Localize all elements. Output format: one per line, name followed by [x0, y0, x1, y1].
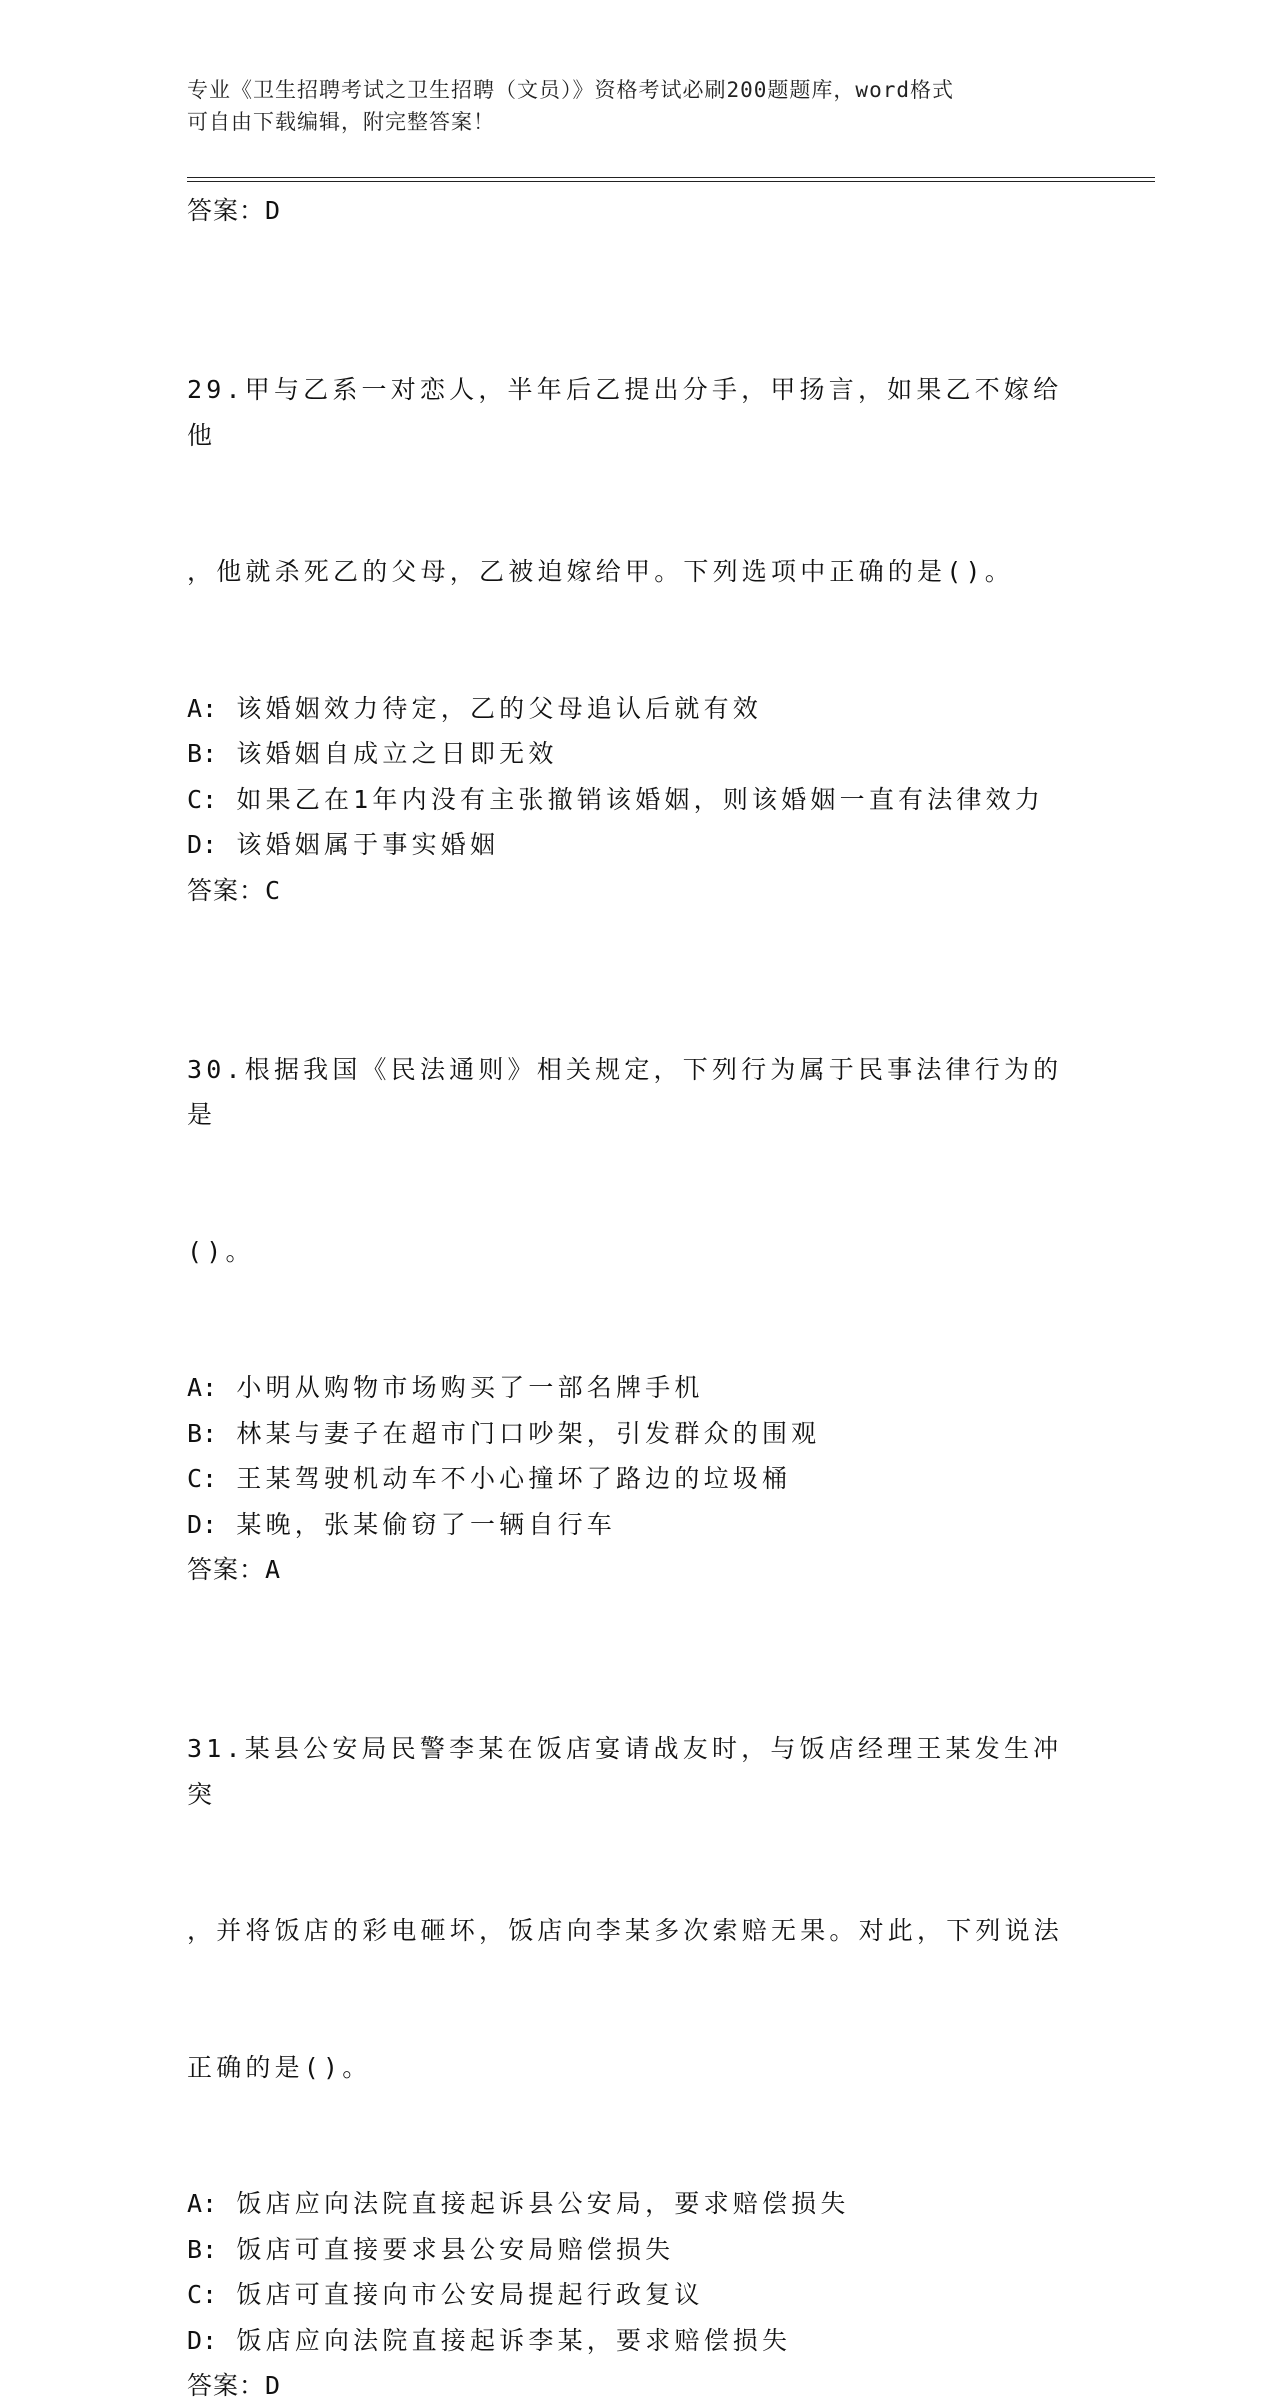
option-text: 饭店应向法院直接起诉县公安局，要求赔偿损失	[236, 2189, 850, 2218]
option-c	[187, 2272, 1087, 2318]
header-divider	[187, 177, 1155, 182]
option-letter: D:	[187, 2325, 218, 2355]
option-b	[187, 1411, 1087, 1457]
option-d	[187, 2318, 1087, 2364]
question-text-line: ，并将饭店的彩电砸坏，饭店向李某多次索赔无果。对此，下列说法	[187, 1916, 1064, 1945]
question-text	[187, 276, 1087, 686]
option-d	[187, 1502, 1087, 1548]
question-text-line: 30.根据我国《民法通则》相关规定，下列行为属于民事法律行为的是	[187, 1054, 1063, 1129]
option-text: 某晚，张某偷窃了一辆自行车	[236, 1509, 616, 1539]
option-letter: A:	[187, 2189, 218, 2218]
question-text-line: ()。	[187, 1236, 255, 1266]
option-b	[187, 2227, 1087, 2273]
answer-line: 答案：A	[187, 1555, 282, 1584]
option-letter: A:	[187, 1373, 218, 1402]
option-a	[187, 2181, 1087, 2227]
header-line-2: 可自由下载编辑，附完整答案！	[187, 110, 495, 134]
option-text: 饭店可直接要求县公安局赔偿损失	[236, 2234, 675, 2264]
previous-answer: 答案：D	[187, 196, 282, 225]
option-a	[187, 686, 1087, 732]
option-d	[187, 822, 1087, 868]
option-text: 该婚姻效力待定，乙的父母追认后就有效	[236, 693, 762, 723]
option-letter: B:	[187, 739, 218, 768]
option-text: 该婚姻自成立之日即无效	[236, 739, 558, 768]
option-c	[187, 1456, 1087, 1502]
question-text	[187, 956, 1087, 1366]
question-31	[187, 1635, 1087, 2408]
question-text-line: 29.甲与乙系一对恋人，半年后乙提出分手，甲扬言，如果乙不嫁给他	[187, 375, 1063, 450]
option-letter: C:	[187, 784, 218, 814]
option-letter: A:	[187, 693, 218, 723]
option-text: 饭店可直接向市公安局提起行政复议	[236, 2280, 704, 2309]
question-29	[187, 276, 1087, 913]
option-c	[187, 777, 1087, 823]
option-b	[187, 731, 1087, 777]
option-a	[187, 1365, 1087, 1411]
option-text: 该婚姻属于事实婚姻	[236, 830, 500, 859]
question-text-line: ，他就杀死乙的父母，乙被迫嫁给甲。下列选项中正确的是()。	[187, 557, 1014, 586]
option-text: 林某与妻子在超市门口吵架，引发群众的围观	[236, 1418, 821, 1448]
option-letter: C:	[187, 1464, 218, 1493]
question-text-line: 正确的是()。	[187, 2052, 372, 2082]
page-header	[187, 74, 1067, 138]
header-line-1: 专业《卫生招聘考试之卫生招聘（文员）》资格考试必刷200题题库，word格式	[187, 78, 954, 102]
option-text: 王某驾驶机动车不小心撞坏了路边的垃圾桶	[236, 1464, 792, 1493]
option-text: 如果乙在1年内没有主张撤销该婚姻，则该婚姻一直有法律效力	[236, 784, 1045, 814]
option-letter: B:	[187, 1418, 218, 1448]
option-letter: D:	[187, 1509, 218, 1539]
question-list	[187, 188, 1087, 2408]
option-letter: B:	[187, 2234, 218, 2264]
option-text: 小明从购物市场购买了一部名牌手机	[236, 1373, 704, 1402]
answer-line: 答案：D	[187, 2371, 282, 2400]
answer-line: 答案：C	[187, 875, 282, 905]
option-letter: C:	[187, 2280, 218, 2309]
question-text-line: 31.某县公安局民警李某在饭店宴请战友时，与饭店经理王某发生冲突	[187, 1734, 1063, 1809]
question-text	[187, 1635, 1087, 2181]
option-letter: D:	[187, 830, 218, 859]
question-30	[187, 956, 1087, 1593]
option-text: 饭店应向法院直接起诉李某，要求赔偿损失	[236, 2325, 792, 2355]
